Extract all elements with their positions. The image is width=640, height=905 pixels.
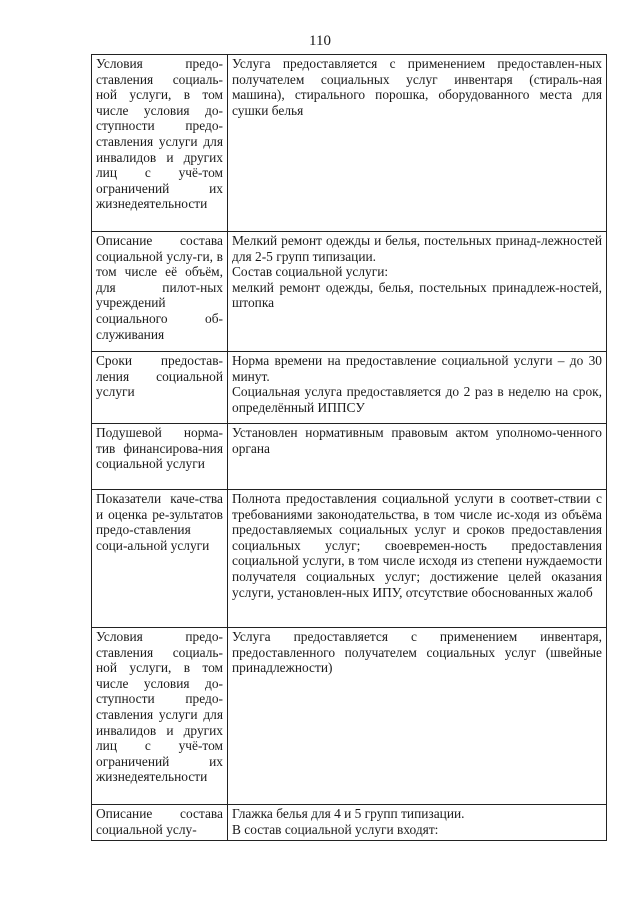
value-paragraph: Мелкий ремонт одежды и белья, постельных принад-лежностей для 2-5 групп типизации.	[232, 233, 602, 264]
row-value	[228, 424, 607, 490]
row-value	[228, 352, 607, 424]
row-value	[228, 490, 607, 628]
row-value	[228, 805, 607, 841]
row-value	[228, 55, 607, 232]
table-row	[92, 424, 607, 490]
value-paragraph: Состав социальной услуги:	[232, 264, 389, 280]
value-paragraph: В состав социальной услуги входят:	[232, 821, 439, 837]
value-paragraph: Норма времени на предоставление социальной услуги – до 30 минут.	[232, 353, 602, 384]
row-label: Сроки предостав-ления социальной услуги	[92, 352, 228, 424]
value-paragraph: Полнота предоставления социальной услуги в соответ-ствии с требованиями законодательства, в том числе ис-ходя из объёма предоставляемых социальных услуг и сроков предоставления социальных услуг; своевремен-ность предоставления социальной услуги, в том числе исходя из степени нуждаемости получателя социальных услуг; достижение целей оказания услуги, установлен-ных ИПУ, отсутствие обоснованных жалоб	[232, 491, 602, 600]
table-row	[92, 628, 607, 805]
table-row	[92, 352, 607, 424]
row-value	[228, 232, 607, 352]
row-label: Условия предо-ставления социаль-ной услуги, в том числе условия до-ступности предо-ставления услуги для инвалидов и других лиц с учё-том ограничений их жизнедеятельности	[92, 628, 228, 805]
row-label: Подушевой норма-тив финансирова-ния социальной услуги	[92, 424, 228, 490]
row-label: Показатели каче-ства и оценка ре-зультатов предо-ставления соци-альной услуги	[92, 490, 228, 628]
table-row	[92, 490, 607, 628]
row-value	[228, 628, 607, 805]
service-table	[91, 54, 607, 841]
table-row	[92, 805, 607, 841]
value-paragraph: Услуга предоставляется с применением предоставлен-ных получателем социальных услуг инвентаря (стираль-ная машина), стирального порошка, оборудованного места для сушки белья	[232, 56, 602, 118]
row-label: Описание состава социальной услу-ги, в том числе её объём, для пилот-ных учреждений социального об-служивания	[92, 232, 228, 352]
table-row	[92, 55, 607, 232]
table-row	[92, 232, 607, 352]
row-label: Описание состава социальной услу-	[92, 805, 228, 841]
row-label: Условия предо-ставления социаль-ной услуги, в том числе условия до-ступности предо-ставления услуги для инвалидов и других лиц с учё-том ограничений их жизнедеятельности	[92, 55, 228, 232]
value-paragraph: Социальная услуга предоставляется до 2 раз в неделю на срок, определённый ИППСУ	[232, 384, 602, 415]
value-paragraph: Услуга предоставляется с применением инвентаря, предоставленного получателем социальных услуг (швейные принадлежности)	[232, 629, 602, 676]
page-number: 110	[309, 33, 331, 49]
value-paragraph: Установлен нормативным правовым актом уполномо-ченного органа	[232, 425, 602, 456]
value-paragraph: мелкий ремонт одежды, белья, постельных принадлеж-ностей, штопка	[232, 279, 602, 311]
value-paragraph: Глажка белья для 4 и 5 групп типизации.	[232, 806, 465, 821]
